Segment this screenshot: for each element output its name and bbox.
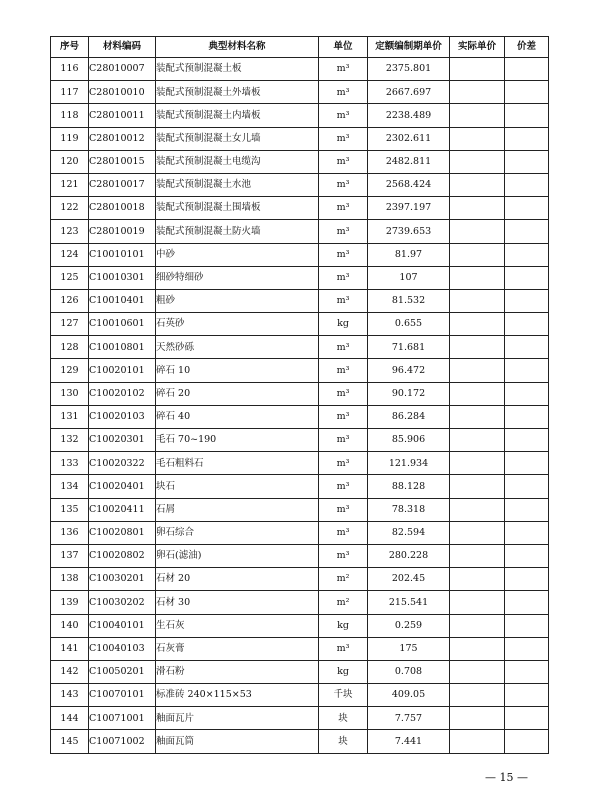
diff-cell	[505, 243, 549, 266]
material-code-cell: C10050201	[89, 660, 156, 683]
table-row	[51, 707, 549, 730]
table-row	[51, 127, 549, 150]
header-diff: 价差	[505, 37, 549, 58]
table-row	[51, 568, 549, 591]
quota-price-cell: 71.681	[368, 336, 450, 359]
row-number-cell: 121	[51, 173, 89, 196]
material-code-cell: C10071001	[89, 707, 156, 730]
row-number-cell: 120	[51, 150, 89, 173]
material-name-cell: 中砂	[156, 243, 319, 266]
material-name-cell: 毛石粗料石	[156, 452, 319, 475]
material-code-cell: C10020411	[89, 498, 156, 521]
actual-price-cell	[450, 452, 505, 475]
table-row	[51, 660, 549, 683]
diff-cell	[505, 591, 549, 614]
unit-cell: m³	[319, 521, 368, 544]
material-code-cell: C28010011	[89, 104, 156, 127]
material-code-cell: C10070101	[89, 684, 156, 707]
actual-price-cell	[450, 660, 505, 683]
quota-price-cell: 96.472	[368, 359, 450, 382]
quota-price-cell: 0.708	[368, 660, 450, 683]
diff-cell	[505, 637, 549, 660]
row-number-cell: 116	[51, 58, 89, 81]
actual-price-cell	[450, 313, 505, 336]
diff-cell	[505, 498, 549, 521]
quota-price-cell: 121.934	[368, 452, 450, 475]
table-row	[51, 336, 549, 359]
material-name-cell: 装配式预制混凝土围墙板	[156, 197, 319, 220]
unit-cell: m³	[319, 289, 368, 312]
material-code-cell: C28010010	[89, 81, 156, 104]
table-row	[51, 313, 549, 336]
row-number-cell: 134	[51, 475, 89, 498]
material-name-cell: 石灰膏	[156, 637, 319, 660]
diff-cell	[505, 568, 549, 591]
row-number-cell: 140	[51, 614, 89, 637]
actual-price-cell	[450, 336, 505, 359]
material-code-cell: C10020101	[89, 359, 156, 382]
actual-price-cell	[450, 475, 505, 498]
diff-cell	[505, 289, 549, 312]
material-name-cell: 粗砂	[156, 289, 319, 312]
table-row	[51, 359, 549, 382]
material-name-cell: 釉面瓦筒	[156, 730, 319, 753]
quota-price-cell: 85.906	[368, 429, 450, 452]
unit-cell: m³	[319, 359, 368, 382]
diff-cell	[505, 707, 549, 730]
material-code-cell: C10010301	[89, 266, 156, 289]
unit-cell: m³	[319, 429, 368, 452]
row-number-cell: 133	[51, 452, 89, 475]
header-quota-price: 定额编制期单价	[368, 37, 450, 58]
actual-price-cell	[450, 266, 505, 289]
actual-price-cell	[450, 58, 505, 81]
row-number-cell: 132	[51, 429, 89, 452]
page-number: — 15 —	[485, 771, 528, 784]
actual-price-cell	[450, 544, 505, 567]
material-name-cell: 碎石 20	[156, 382, 319, 405]
row-number-cell: 144	[51, 707, 89, 730]
table-row	[51, 614, 549, 637]
diff-cell	[505, 544, 549, 567]
actual-price-cell	[450, 730, 505, 753]
table-row	[51, 197, 549, 220]
unit-cell: m³	[319, 475, 368, 498]
actual-price-cell	[450, 81, 505, 104]
unit-cell: m³	[319, 243, 368, 266]
diff-cell	[505, 104, 549, 127]
quota-price-cell: 2568.424	[368, 173, 450, 196]
unit-cell: m³	[319, 382, 368, 405]
material-code-cell: C28010015	[89, 150, 156, 173]
row-number-cell: 141	[51, 637, 89, 660]
diff-cell	[505, 684, 549, 707]
unit-cell: m³	[319, 104, 368, 127]
quota-price-cell: 78.318	[368, 498, 450, 521]
unit-cell: 块	[319, 730, 368, 753]
material-code-cell: C10040101	[89, 614, 156, 637]
quota-price-cell: 202.45	[368, 568, 450, 591]
material-name-cell: 石英砂	[156, 313, 319, 336]
row-number-cell: 128	[51, 336, 89, 359]
material-code-cell: C10040103	[89, 637, 156, 660]
row-number-cell: 119	[51, 127, 89, 150]
material-code-cell: C28010017	[89, 173, 156, 196]
quota-price-cell: 90.172	[368, 382, 450, 405]
table-row	[51, 498, 549, 521]
actual-price-cell	[450, 684, 505, 707]
material-code-cell: C10030201	[89, 568, 156, 591]
table-row	[51, 243, 549, 266]
material-code-cell: C10020802	[89, 544, 156, 567]
material-name-cell: 装配式预制混凝土内墙板	[156, 104, 319, 127]
diff-cell	[505, 313, 549, 336]
material-name-cell: 装配式预制混凝土防火墙	[156, 220, 319, 243]
quota-price-cell: 280.228	[368, 544, 450, 567]
table-row	[51, 173, 549, 196]
actual-price-cell	[450, 173, 505, 196]
actual-price-cell	[450, 614, 505, 637]
actual-price-cell	[450, 521, 505, 544]
table-row	[51, 382, 549, 405]
row-number-cell: 129	[51, 359, 89, 382]
unit-cell: m³	[319, 498, 368, 521]
table-row	[51, 405, 549, 428]
unit-cell: m³	[319, 452, 368, 475]
actual-price-cell	[450, 498, 505, 521]
diff-cell	[505, 150, 549, 173]
unit-cell: kg	[319, 614, 368, 637]
diff-cell	[505, 429, 549, 452]
diff-cell	[505, 405, 549, 428]
table-row	[51, 684, 549, 707]
row-number-cell: 123	[51, 220, 89, 243]
table-header-row	[51, 37, 549, 58]
quota-price-cell: 7.757	[368, 707, 450, 730]
table-row	[51, 58, 549, 81]
quota-price-cell: 86.284	[368, 405, 450, 428]
material-name-cell: 装配式预制混凝土电缆沟	[156, 150, 319, 173]
material-name-cell: 装配式预制混凝土板	[156, 58, 319, 81]
actual-price-cell	[450, 568, 505, 591]
row-number-cell: 142	[51, 660, 89, 683]
quota-price-cell: 175	[368, 637, 450, 660]
table-row	[51, 266, 549, 289]
material-code-cell: C10020102	[89, 382, 156, 405]
material-code-cell: C10020301	[89, 429, 156, 452]
material-code-cell: C28010018	[89, 197, 156, 220]
unit-cell: m³	[319, 197, 368, 220]
table-row	[51, 452, 549, 475]
diff-cell	[505, 475, 549, 498]
quota-price-cell: 215.541	[368, 591, 450, 614]
material-code-cell: C10010601	[89, 313, 156, 336]
row-number-cell: 124	[51, 243, 89, 266]
table-body	[51, 58, 549, 754]
material-price-table	[50, 36, 549, 754]
unit-cell: m³	[319, 637, 368, 660]
actual-price-cell	[450, 359, 505, 382]
diff-cell	[505, 359, 549, 382]
header-no: 序号	[51, 37, 89, 58]
row-number-cell: 122	[51, 197, 89, 220]
row-number-cell: 125	[51, 266, 89, 289]
actual-price-cell	[450, 591, 505, 614]
row-number-cell: 139	[51, 591, 89, 614]
unit-cell: m²	[319, 591, 368, 614]
quota-price-cell: 2397.197	[368, 197, 450, 220]
row-number-cell: 126	[51, 289, 89, 312]
quota-price-cell: 88.128	[368, 475, 450, 498]
actual-price-cell	[450, 197, 505, 220]
table-row	[51, 475, 549, 498]
quota-price-cell: 81.532	[368, 289, 450, 312]
material-name-cell: 毛石 70~190	[156, 429, 319, 452]
row-number-cell: 127	[51, 313, 89, 336]
quota-price-cell: 0.259	[368, 614, 450, 637]
table-row	[51, 544, 549, 567]
quota-price-cell: 2375.801	[368, 58, 450, 81]
material-code-cell: C10030202	[89, 591, 156, 614]
diff-cell	[505, 336, 549, 359]
unit-cell: m³	[319, 220, 368, 243]
diff-cell	[505, 173, 549, 196]
actual-price-cell	[450, 637, 505, 660]
unit-cell: m³	[319, 336, 368, 359]
table-row	[51, 429, 549, 452]
material-name-cell: 石屑	[156, 498, 319, 521]
diff-cell	[505, 58, 549, 81]
quota-price-cell: 2302.611	[368, 127, 450, 150]
unit-cell: m³	[319, 405, 368, 428]
table-row	[51, 81, 549, 104]
material-code-cell: C28010007	[89, 58, 156, 81]
quota-price-cell: 82.594	[368, 521, 450, 544]
row-number-cell: 143	[51, 684, 89, 707]
unit-cell: m²	[319, 568, 368, 591]
material-name-cell: 滑石粉	[156, 660, 319, 683]
unit-cell: kg	[319, 660, 368, 683]
table-row	[51, 521, 549, 544]
material-name-cell: 石材 20	[156, 568, 319, 591]
unit-cell: m³	[319, 173, 368, 196]
unit-cell: m³	[319, 81, 368, 104]
quota-price-cell: 2739.653	[368, 220, 450, 243]
actual-price-cell	[450, 150, 505, 173]
material-code-cell: C10020401	[89, 475, 156, 498]
row-number-cell: 138	[51, 568, 89, 591]
header-unit: 单位	[319, 37, 368, 58]
header-actual-price: 实际单价	[450, 37, 505, 58]
table-row	[51, 150, 549, 173]
row-number-cell: 130	[51, 382, 89, 405]
diff-cell	[505, 197, 549, 220]
unit-cell: 千块	[319, 684, 368, 707]
row-number-cell: 117	[51, 81, 89, 104]
table-row	[51, 730, 549, 753]
diff-cell	[505, 220, 549, 243]
material-name-cell: 碎石 10	[156, 359, 319, 382]
diff-cell	[505, 660, 549, 683]
diff-cell	[505, 266, 549, 289]
diff-cell	[505, 382, 549, 405]
material-code-cell: C10071002	[89, 730, 156, 753]
diff-cell	[505, 614, 549, 637]
actual-price-cell	[450, 429, 505, 452]
diff-cell	[505, 81, 549, 104]
material-code-cell: C28010019	[89, 220, 156, 243]
unit-cell: m³	[319, 58, 368, 81]
unit-cell: m³	[319, 150, 368, 173]
material-code-cell: C10020103	[89, 405, 156, 428]
actual-price-cell	[450, 243, 505, 266]
table-row	[51, 591, 549, 614]
quota-price-cell: 2482.811	[368, 150, 450, 173]
material-name-cell: 装配式预制混凝土外墙板	[156, 81, 319, 104]
actual-price-cell	[450, 104, 505, 127]
material-name-cell: 石材 30	[156, 591, 319, 614]
quota-price-cell: 0.655	[368, 313, 450, 336]
row-number-cell: 145	[51, 730, 89, 753]
row-number-cell: 137	[51, 544, 89, 567]
quota-price-cell: 409.05	[368, 684, 450, 707]
unit-cell: kg	[319, 313, 368, 336]
actual-price-cell	[450, 382, 505, 405]
header-code: 材料编码	[89, 37, 156, 58]
material-name-cell: 装配式预制混凝土女儿墙	[156, 127, 319, 150]
diff-cell	[505, 452, 549, 475]
diff-cell	[505, 521, 549, 544]
material-name-cell: 碎石 40	[156, 405, 319, 428]
quota-price-cell: 81.97	[368, 243, 450, 266]
actual-price-cell	[450, 405, 505, 428]
material-name-cell: 块石	[156, 475, 319, 498]
actual-price-cell	[450, 289, 505, 312]
table-row	[51, 104, 549, 127]
material-name-cell: 卵石(滤油)	[156, 544, 319, 567]
actual-price-cell	[450, 707, 505, 730]
unit-cell: m³	[319, 544, 368, 567]
unit-cell: m³	[319, 127, 368, 150]
material-name-cell: 卵石综合	[156, 521, 319, 544]
material-code-cell: C28010012	[89, 127, 156, 150]
material-code-cell: C10010101	[89, 243, 156, 266]
quota-price-cell: 2667.697	[368, 81, 450, 104]
table-row	[51, 637, 549, 660]
material-code-cell: C10020322	[89, 452, 156, 475]
material-name-cell: 生石灰	[156, 614, 319, 637]
material-name-cell: 天然砂砾	[156, 336, 319, 359]
actual-price-cell	[450, 127, 505, 150]
material-name-cell: 装配式预制混凝土水池	[156, 173, 319, 196]
quota-price-cell: 107	[368, 266, 450, 289]
quota-price-cell: 7.441	[368, 730, 450, 753]
material-name-cell: 细砂特细砂	[156, 266, 319, 289]
row-number-cell: 135	[51, 498, 89, 521]
material-code-cell: C10010801	[89, 336, 156, 359]
quota-price-cell: 2238.489	[368, 104, 450, 127]
material-name-cell: 标准砖 240×115×53	[156, 684, 319, 707]
diff-cell	[505, 127, 549, 150]
row-number-cell: 118	[51, 104, 89, 127]
diff-cell	[505, 730, 549, 753]
header-name: 典型材料名称	[156, 37, 319, 58]
table-row	[51, 220, 549, 243]
unit-cell: 块	[319, 707, 368, 730]
material-name-cell: 釉面瓦片	[156, 707, 319, 730]
actual-price-cell	[450, 220, 505, 243]
material-code-cell: C10010401	[89, 289, 156, 312]
table-row	[51, 289, 549, 312]
material-code-cell: C10020801	[89, 521, 156, 544]
row-number-cell: 136	[51, 521, 89, 544]
row-number-cell: 131	[51, 405, 89, 428]
unit-cell: m³	[319, 266, 368, 289]
